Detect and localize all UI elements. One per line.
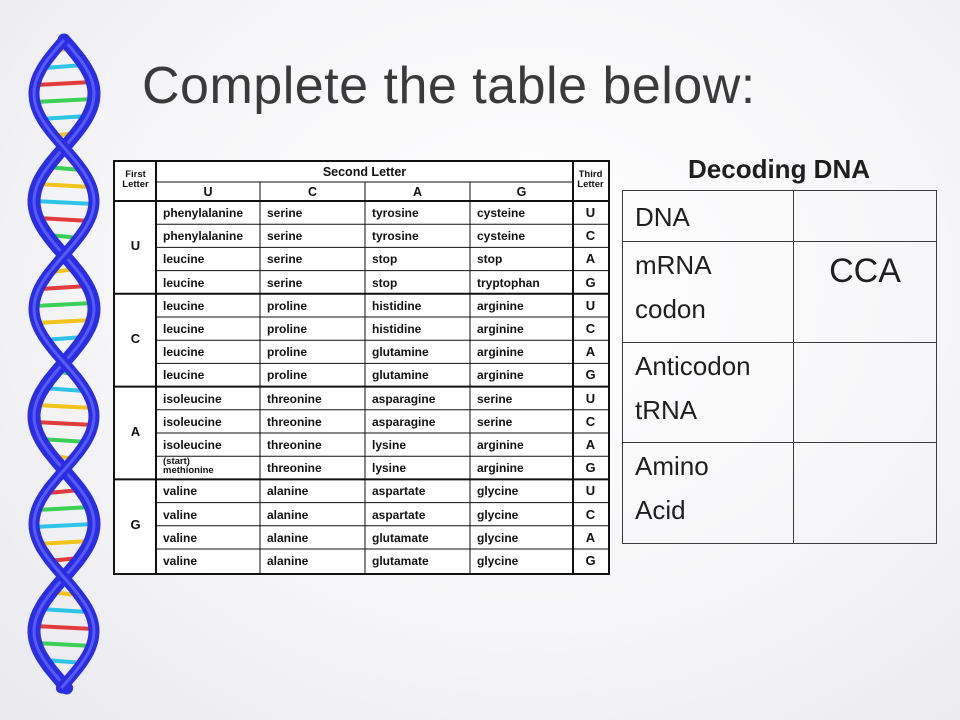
- third-letter-a: A: [585, 529, 596, 545]
- amino-acid-cell: leucine: [163, 368, 205, 383]
- amino-acid-cell: glycine: [477, 530, 519, 545]
- helix-rung: [34, 626, 93, 629]
- third-letter-a: A: [585, 251, 596, 267]
- first-letter-header: First Letter: [122, 169, 149, 191]
- amino-acid-cell: serine: [267, 206, 303, 220]
- amino-acid-cell: serine: [477, 391, 513, 406]
- first-letter-u: U: [130, 238, 141, 254]
- dna-helix-image: [0, 0, 125, 720]
- decoding-row-dna: [623, 191, 937, 242]
- decoding-value-trna[interactable]: [794, 342, 937, 443]
- amino-acid-cell: leucine: [163, 275, 205, 290]
- third-letter-g: G: [585, 553, 596, 568]
- third-letter-u: U: [585, 390, 596, 406]
- amino-acid-cell: glutamine: [372, 368, 429, 383]
- amino-acid-cell: threonine: [267, 414, 322, 429]
- third-letter-c: C: [585, 321, 596, 336]
- third-letter-g: G: [585, 367, 596, 383]
- amino-acid-cell: (start) methionine: [163, 456, 214, 477]
- amino-acid-cell: tryptophan: [477, 275, 540, 290]
- decoding-value-amino-acid[interactable]: [794, 443, 937, 544]
- decoding-label-amino-acid: [623, 443, 794, 544]
- third-letter-a: A: [585, 344, 596, 360]
- amino-acid-cell: arginine: [477, 438, 524, 452]
- second-letter-a: A: [412, 185, 423, 199]
- amino-acid-cell: threonine: [267, 461, 322, 476]
- amino-acid-cell: proline: [267, 298, 308, 313]
- amino-acid-cell: cysteine: [477, 229, 526, 244]
- amino-acid-cell: alanine: [267, 507, 309, 522]
- helix-rung: [36, 82, 92, 85]
- amino-acid-cell: glycine: [477, 554, 519, 568]
- third-letter-c: C: [585, 506, 596, 522]
- third-letter-header: Third Letter: [577, 169, 604, 191]
- amino-acid-cell: histidine: [372, 322, 422, 336]
- amino-acid-cell: tyrosine: [372, 229, 419, 244]
- amino-acid-cell: glutamate: [372, 530, 429, 545]
- decoding-label-line: Anticodon: [635, 350, 751, 381]
- amino-acid-cell: alanine: [267, 484, 309, 499]
- decoding-label-line: codon: [635, 294, 706, 325]
- second-letter-header: Second Letter: [322, 165, 407, 179]
- amino-acid-cell: serine: [267, 229, 303, 244]
- helix-rung: [38, 184, 91, 187]
- amino-acid-cell: proline: [267, 368, 308, 383]
- amino-acid-cell: serine: [477, 414, 513, 429]
- amino-acid-cell: valine: [163, 507, 198, 522]
- first-letter-a: A: [130, 424, 141, 439]
- codon-chart: [113, 160, 610, 575]
- amino-acid-cell: isoleucine: [163, 414, 222, 429]
- helix-rung: [36, 405, 93, 408]
- first-letter-g: G: [130, 516, 141, 532]
- amino-acid-cell: glycine: [477, 507, 519, 522]
- amino-acid-cell: histidine: [372, 298, 422, 313]
- decoding-label-line: mRNA: [635, 250, 712, 281]
- amino-acid-cell: alanine: [267, 530, 309, 545]
- decoding-row-trna: [623, 342, 937, 443]
- decoding-label-trna: [623, 342, 794, 443]
- amino-acid-cell: stop: [477, 252, 503, 267]
- helix-rung: [34, 422, 93, 425]
- helix-rung: [34, 524, 94, 527]
- third-letter-g: G: [585, 274, 596, 290]
- third-letter-a: A: [585, 437, 596, 452]
- second-letter-g: G: [516, 185, 527, 199]
- decoding-label-line: Amino: [635, 451, 709, 482]
- amino-acid-cell: lysine: [372, 438, 407, 452]
- first-letter-c: C: [130, 331, 141, 347]
- decoding-label-line: tRNA: [635, 394, 698, 425]
- second-letter-u: U: [203, 185, 213, 199]
- amino-acid-cell: alanine: [267, 554, 309, 568]
- helix-rung: [36, 643, 92, 646]
- helix-rung: [36, 320, 93, 323]
- helix-rung: [34, 303, 93, 306]
- amino-acid-cell: arginine: [477, 322, 524, 336]
- helix-rung: [38, 507, 91, 510]
- amino-acid-cell: lysine: [372, 461, 407, 476]
- amino-acid-cell: valine: [163, 530, 198, 545]
- decoding-label-dna: [623, 191, 794, 242]
- amino-acid-cell: threonine: [267, 391, 322, 406]
- third-letter-c: C: [585, 413, 596, 429]
- amino-acid-cell: serine: [267, 252, 303, 267]
- decoding-label-line: DNA: [635, 202, 690, 232]
- decoding-row-mrna: [623, 242, 937, 343]
- amino-acid-cell: isoleucine: [163, 438, 222, 452]
- amino-acid-cell: arginine: [477, 368, 524, 383]
- amino-acid-cell: glycine: [477, 484, 519, 499]
- amino-acid-cell: leucine: [163, 298, 205, 313]
- amino-acid-cell: arginine: [477, 298, 524, 313]
- amino-acid-cell: threonine: [267, 438, 322, 452]
- helix-strands: [34, 40, 94, 688]
- slide-title: Complete the table below:: [142, 57, 756, 115]
- amino-acid-cell: tyrosine: [372, 206, 419, 220]
- amino-acid-cell: isoleucine: [163, 391, 222, 406]
- decoding-value-mrna[interactable]: [794, 242, 937, 343]
- third-letter-g: G: [585, 460, 596, 476]
- decoding-table-caption: Decoding DNA: [688, 154, 870, 184]
- amino-acid-cell: stop: [372, 275, 398, 290]
- amino-acid-cell: asparagine: [372, 414, 436, 429]
- third-letter-c: C: [585, 228, 596, 244]
- amino-acid-cell: valine: [163, 554, 198, 568]
- amino-acid-cell: phenylalanine: [163, 229, 244, 244]
- helix-rung: [34, 201, 94, 204]
- helix-strand-highlight: [34, 40, 94, 688]
- amino-acid-cell: aspartate: [372, 507, 426, 522]
- amino-acid-cell: valine: [163, 484, 198, 499]
- amino-acid-cell: stop: [372, 252, 398, 267]
- amino-acid-cell: arginine: [477, 461, 524, 476]
- third-letter-u: U: [585, 483, 596, 499]
- helix-rung: [34, 99, 93, 102]
- amino-acid-cell: leucine: [163, 252, 205, 267]
- amino-acid-cell: serine: [267, 275, 303, 290]
- decoding-label-line: Acid: [635, 495, 686, 526]
- amino-acid-cell: cysteine: [477, 206, 526, 220]
- third-letter-u: U: [585, 205, 596, 220]
- amino-acid-cell: leucine: [163, 345, 205, 360]
- decoding-table: [622, 190, 937, 544]
- amino-acid-cell: asparagine: [372, 391, 436, 406]
- amino-acid-cell: leucine: [163, 322, 205, 336]
- amino-acid-cell: arginine: [477, 345, 524, 360]
- amino-acid-cell: proline: [267, 345, 308, 360]
- amino-acid-cell: glutamine: [372, 345, 429, 360]
- amino-acid-cell: glutamate: [372, 554, 429, 568]
- decoding-value-text: CCA: [829, 252, 901, 291]
- third-letter-u: U: [585, 297, 596, 313]
- amino-acid-cell: aspartate: [372, 484, 426, 499]
- decoding-label-mrna: [623, 242, 794, 343]
- decoding-value-dna[interactable]: [794, 191, 937, 242]
- decoding-row-amino-acid: [623, 443, 937, 544]
- amino-acid-cell: phenylalanine: [163, 206, 244, 220]
- second-letter-c: C: [307, 185, 318, 199]
- amino-acid-cell: proline: [267, 322, 308, 336]
